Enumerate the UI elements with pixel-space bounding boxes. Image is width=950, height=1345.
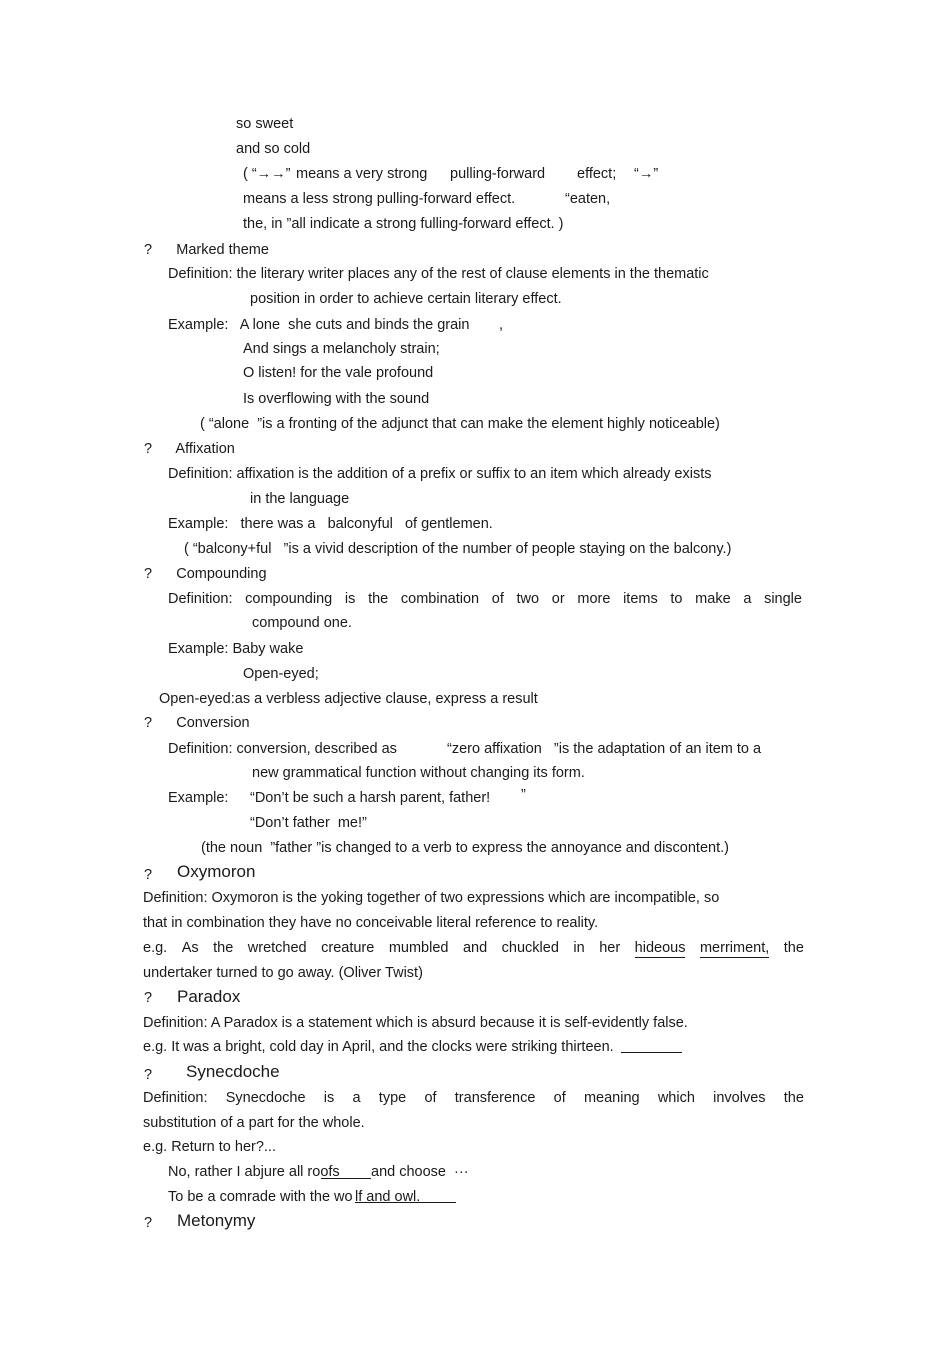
heading-conversion: ? Conversion: [144, 715, 250, 731]
example-oxymoron: [143, 939, 804, 958]
poem-line-and-so-cold: and so cold: [236, 141, 311, 157]
example-synecdoche: e.g. Return to her?...: [143, 1139, 276, 1155]
word: the: [368, 591, 389, 607]
note-arrow-open: ( “→→”: [243, 166, 291, 182]
word: a: [743, 591, 752, 607]
poem-line-wolf-owl: lf and owl.: [355, 1189, 421, 1205]
definition-synecdoche: [143, 1089, 804, 1107]
definition-compounding: [168, 590, 802, 608]
word: Synecdoche: [225, 1090, 306, 1106]
example-conversion-closing: ”: [521, 787, 526, 803]
heading-metonymy: Metonymy: [177, 1211, 256, 1230]
poem-line-open-eyed: Open-eyed;: [243, 666, 319, 682]
word: the: [213, 940, 234, 956]
word: the: [783, 940, 804, 956]
word: of: [491, 591, 504, 607]
word: As: [181, 940, 199, 956]
word: is: [323, 1090, 335, 1106]
word: her: [599, 940, 621, 956]
definition-oxymoron: Definition: Oxymoron is the yoking together of two expressions which are incompatible, so: [143, 890, 720, 906]
poem-line-choose: and choose ···: [371, 1164, 469, 1180]
definition-compounding-cont: compound one.: [252, 615, 352, 631]
heading-bullet: ?: [144, 990, 153, 1006]
word: compounding: [245, 591, 333, 607]
definition-paradox: Definition: A Paradox is a statement which is absurd because it is self-evidently false.: [143, 1015, 688, 1031]
example-compounding: Example: Baby wake: [168, 641, 304, 657]
note-balconyful: ( “balcony+ful ”is a vivid description of the number of people staying on the balcony.): [184, 541, 732, 557]
example-paradox: e.g. It was a bright, cold day in April, and the clocks were striking thirteen.: [143, 1039, 614, 1055]
poem-line-melancholy: And sings a melancholy strain;: [243, 341, 440, 357]
note-eaten: “eaten,: [565, 191, 611, 207]
word: single: [764, 591, 802, 607]
note-open-eyed: Open-eyed:as a verbless adjective clause, express a result: [159, 691, 538, 707]
word: Definition:: [168, 591, 233, 607]
word: of: [424, 1090, 437, 1106]
definition-marked-theme: Definition: the literary writer places any of the rest of clause elements in the thematic: [168, 266, 709, 282]
note-less-strong: means a less strong pulling-forward effect.: [243, 191, 516, 207]
poem-line-comrade: To be a comrade with the wo: [168, 1189, 353, 1205]
word: in: [573, 940, 585, 956]
example-conversion-label: Example:: [168, 790, 229, 806]
note-effect: effect;: [577, 166, 617, 182]
definition-conversion-zero: “zero affixation ”is the adaptation of an item to a: [447, 741, 762, 757]
example-conversion-father: “Don’t father me!”: [250, 815, 367, 831]
word: items: [623, 591, 658, 607]
underline-rule: [321, 1178, 371, 1179]
word: of: [553, 1090, 566, 1106]
word: two: [516, 591, 540, 607]
word: the: [783, 1090, 804, 1106]
note-single-arrow: “→”: [634, 166, 659, 182]
word: which: [657, 1090, 695, 1106]
word: and: [462, 940, 488, 956]
heading-bullet: ?: [144, 867, 153, 883]
poem-line-roofs: No, rather I abjure all roofs: [168, 1164, 340, 1180]
word: creature: [321, 940, 375, 956]
heading-compounding: ? Compounding: [144, 566, 267, 582]
word: e.g.: [143, 940, 168, 956]
heading-paradox: Paradox: [177, 987, 241, 1006]
heading-oxymoron: Oxymoron: [177, 862, 256, 881]
heading-bullet: ?: [144, 1215, 153, 1231]
note-strong-effect: means a very strong: [296, 166, 428, 182]
word: type: [378, 1090, 407, 1106]
word: make: [695, 591, 731, 607]
word: or: [551, 591, 565, 607]
word: to: [670, 591, 683, 607]
example-comma: ,: [499, 317, 504, 333]
word: more: [577, 591, 611, 607]
definition-marked-theme-cont: position in order to achieve certain literary effect.: [250, 291, 562, 307]
definition-synecdoche-cont: substitution of a part for the whole.: [143, 1115, 365, 1131]
word: wretched: [247, 940, 307, 956]
definition-conversion: Definition: conversion, described as: [168, 741, 397, 757]
word: meaning: [583, 1090, 640, 1106]
poem-line-sound: Is overflowing with the sound: [243, 391, 430, 407]
heading-marked-theme: ? Marked theme: [144, 242, 269, 258]
underline-rule: [621, 1052, 682, 1053]
word: transference: [454, 1090, 536, 1106]
heading-synecdoche: Synecdoche: [186, 1062, 280, 1081]
word: involves: [713, 1090, 766, 1106]
example-marked-theme: Example: A lone she cuts and binds the grain: [168, 317, 470, 333]
word: Definition:: [143, 1090, 208, 1106]
definition-affixation-cont: in the language: [250, 491, 350, 507]
example-conversion-quote: “Don’t be such a harsh parent, father!: [250, 790, 491, 806]
word: a: [352, 1090, 361, 1106]
heading-bullet: ?: [144, 1067, 153, 1083]
note-alone: ( “alone ”is a fronting of the adjunct that can make the element highly noticeable): [200, 416, 720, 432]
word: is: [344, 591, 356, 607]
heading-affixation: ? Affixation: [144, 441, 235, 457]
definition-affixation: Definition: affixation is the addition of a prefix or suffix to an item which already exists: [168, 466, 712, 482]
underlined-merriment: merriment,: [699, 940, 770, 956]
definition-oxymoron-cont: that in combination they have no conceivable literal reference to reality.: [143, 915, 599, 931]
word: chuckled: [501, 940, 559, 956]
underlined-hideous: hideous: [634, 940, 686, 956]
note-father: (the noun ”father ”is changed to a verb to express the annoyance and discontent.): [201, 840, 729, 856]
word: mumbled: [388, 940, 449, 956]
note-pulling-forward: pulling-forward: [450, 166, 546, 182]
poem-line-so-sweet: so sweet: [236, 116, 294, 132]
example-affixation: Example: there was a balconyful of gentlemen.: [168, 516, 493, 532]
example-oxymoron-cont: undertaker turned to go away. (Oliver Twist): [143, 965, 423, 981]
poem-line-vale: O listen! for the vale profound: [243, 365, 434, 381]
definition-conversion-cont: new grammatical function without changing its form.: [252, 765, 585, 781]
underline-rule: [355, 1202, 456, 1203]
word: combination: [400, 591, 480, 607]
note-fulling-forward: the, in ”all indicate a strong fulling-forward effect. ): [243, 216, 564, 232]
